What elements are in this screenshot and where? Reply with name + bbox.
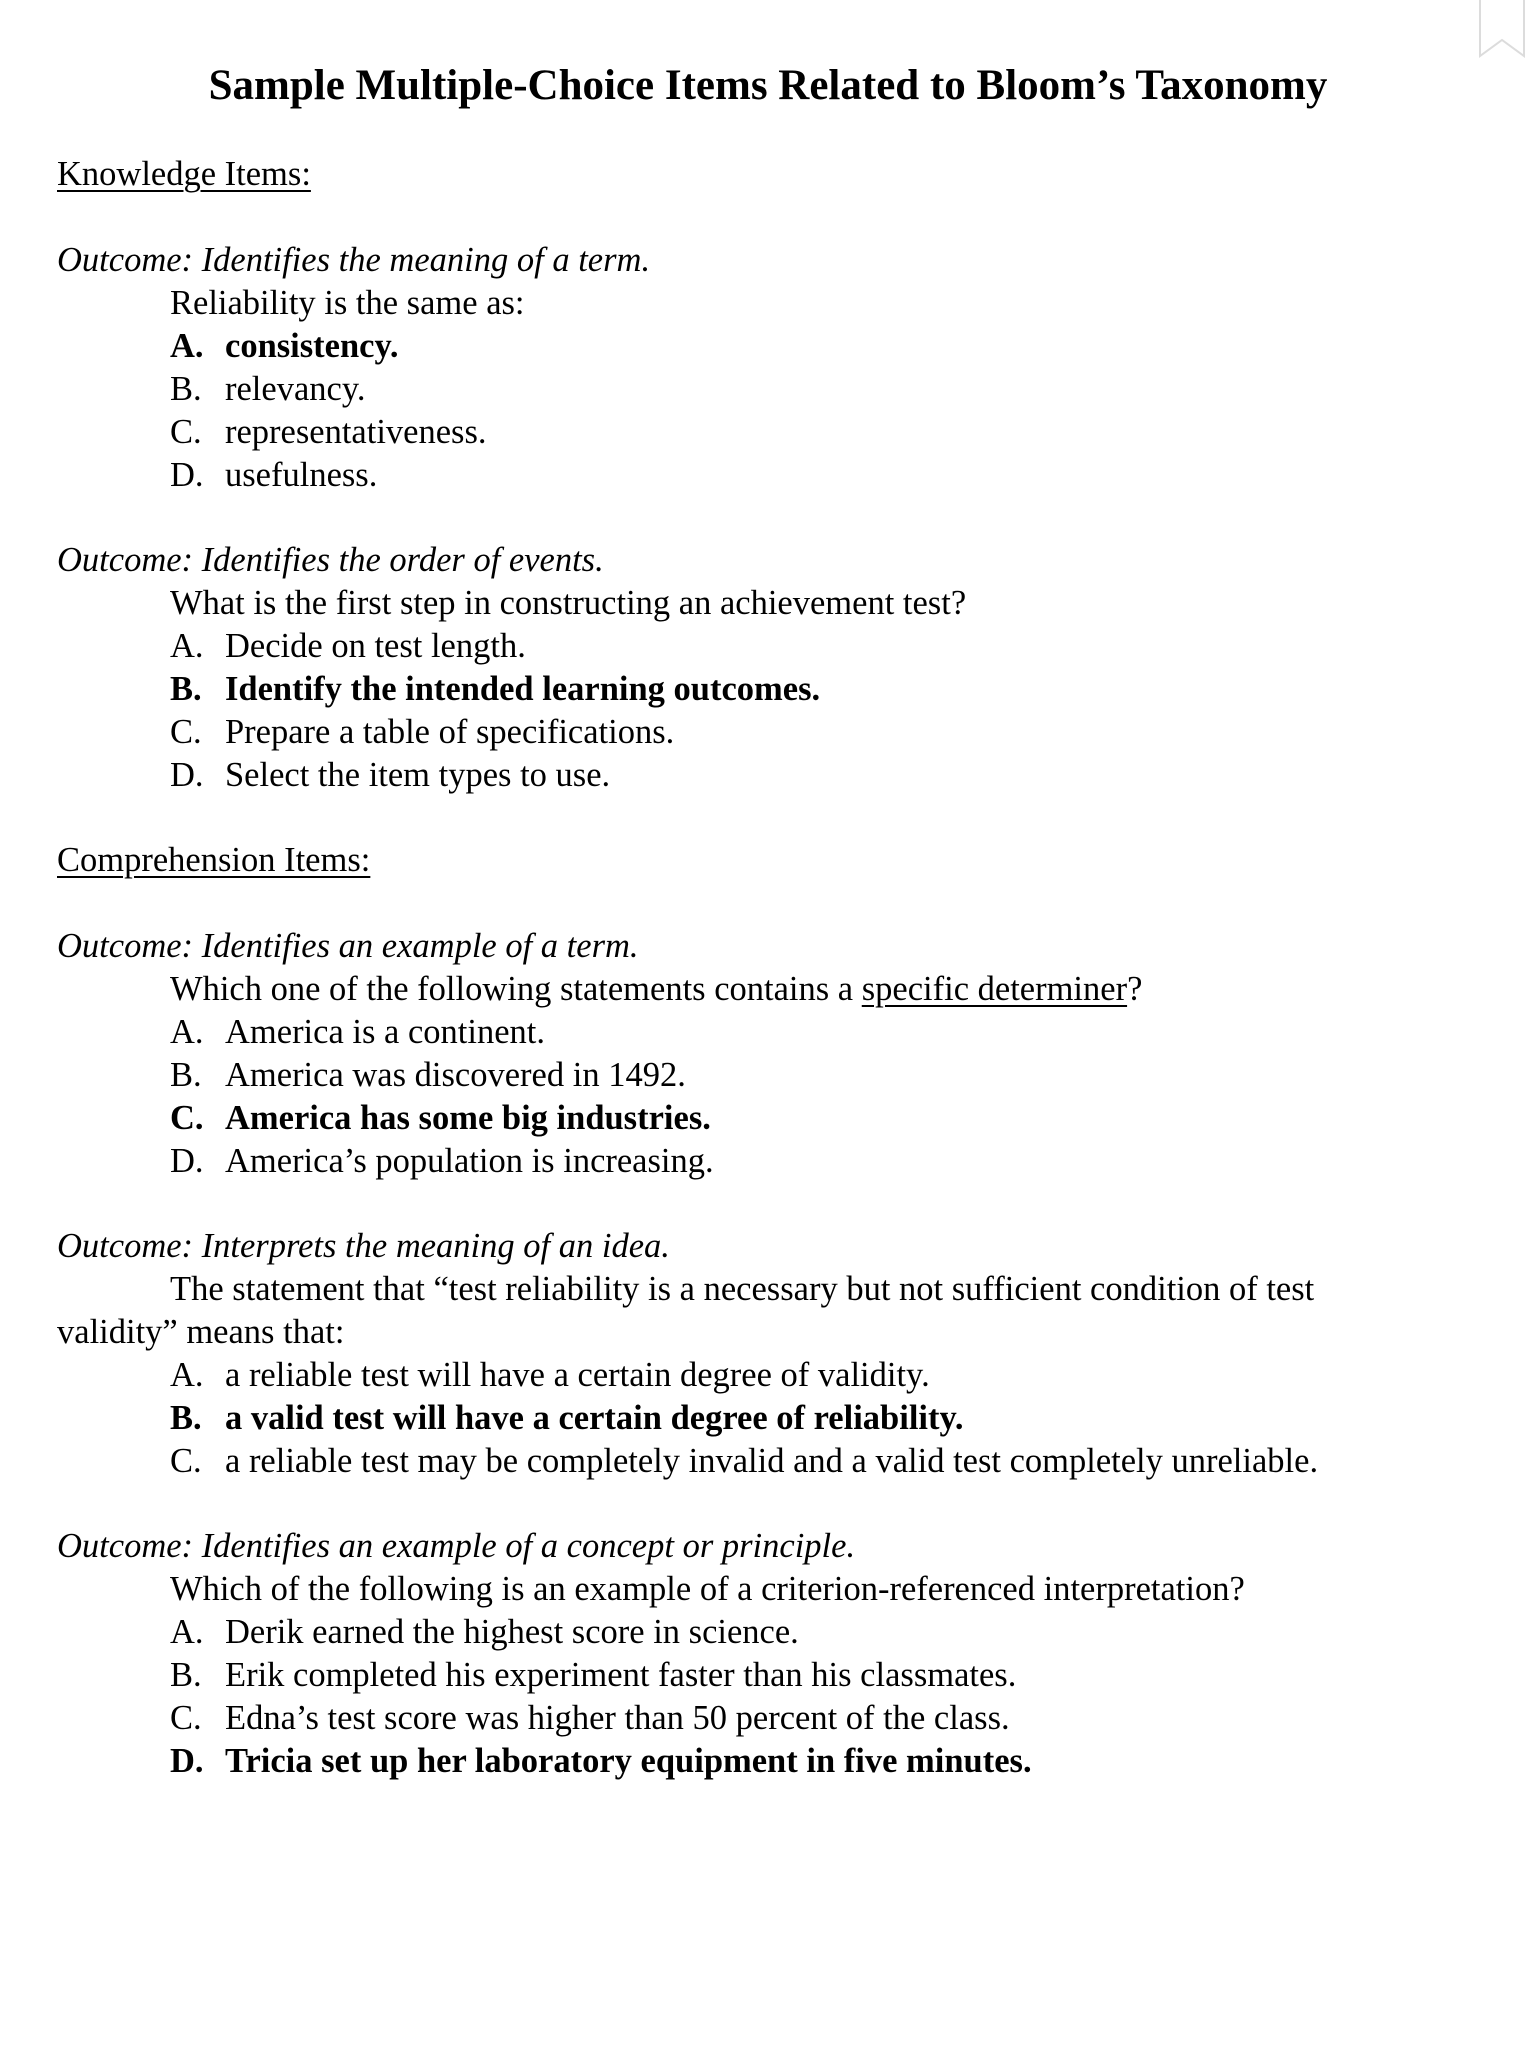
item3-stem: Which one of the following statements contains a specific determiner?	[170, 970, 1143, 1008]
item2-stem: What is the first step in constructing an achievement test?	[170, 584, 967, 622]
bookmark-icon[interactable]	[1478, 0, 1526, 58]
item5-option-d: D. Tricia set up her laboratory equipment in five minutes.	[170, 1742, 1032, 1780]
item5-option-a: A. Derik earned the highest score in science.	[170, 1613, 799, 1651]
item1-stem: Reliability is the same as:	[170, 284, 525, 322]
item4-option-c: C. a reliable test may be completely invalid and a valid test completely unreliable.	[170, 1442, 1319, 1480]
item3-option-a: A. America is a continent.	[170, 1013, 545, 1051]
item1-option-a: A. consistency.	[170, 327, 399, 365]
item5-option-c: C. Edna’s test score was higher than 50 percent of the class.	[170, 1699, 1010, 1737]
section-heading-knowledge: Knowledge Items:	[57, 155, 311, 193]
item4-option-b: B. a valid test will have a certain degree of reliability.	[170, 1399, 964, 1437]
item3-option-c: C. America has some big industries.	[170, 1099, 711, 1137]
item2-option-b: B. Identify the intended learning outcomes.	[170, 670, 821, 708]
item4-outcome: Outcome: Interprets the meaning of an idea.	[57, 1227, 670, 1265]
item2-option-c: C. Prepare a table of specifications.	[170, 713, 675, 751]
page-title: Sample Multiple-Choice Items Related to Bloom’s Taxonomy	[208, 62, 1328, 109]
item4-stem-line1: The statement that “test reliability is a necessary but not sufficient condition of test	[170, 1270, 1315, 1308]
item1-outcome: Outcome: Identifies the meaning of a term.	[57, 241, 651, 279]
item2-outcome: Outcome: Identifies the order of events.	[57, 541, 604, 579]
section-heading-comprehension: Comprehension Items:	[57, 841, 371, 879]
item3-stem-term: specific determiner	[861, 970, 1128, 1008]
item1-option-d: D. usefulness.	[170, 456, 378, 494]
item5-outcome: Outcome: Identifies an example of a concept or principle.	[57, 1527, 856, 1565]
item3-option-d: D. America’s population is increasing.	[170, 1142, 714, 1180]
item4-option-a: A. a reliable test will have a certain degree of validity.	[170, 1356, 930, 1394]
item3-outcome: Outcome: Identifies an example of a term.	[57, 927, 639, 965]
item2-option-a: A. Decide on test length.	[170, 627, 526, 665]
item5-stem: Which of the following is an example of a criterion-referenced interpretation?	[170, 1570, 1245, 1608]
item1-option-b: B. relevancy.	[170, 370, 366, 408]
item5-option-b: B. Erik completed his experiment faster than his classmates.	[170, 1656, 1017, 1694]
item4-stem-line2: validity” means that:	[57, 1313, 345, 1351]
item3-option-b: B. America was discovered in 1492.	[170, 1056, 686, 1094]
item1-option-c: C. representativeness.	[170, 413, 487, 451]
item2-option-d: D. Select the item types to use.	[170, 756, 611, 794]
